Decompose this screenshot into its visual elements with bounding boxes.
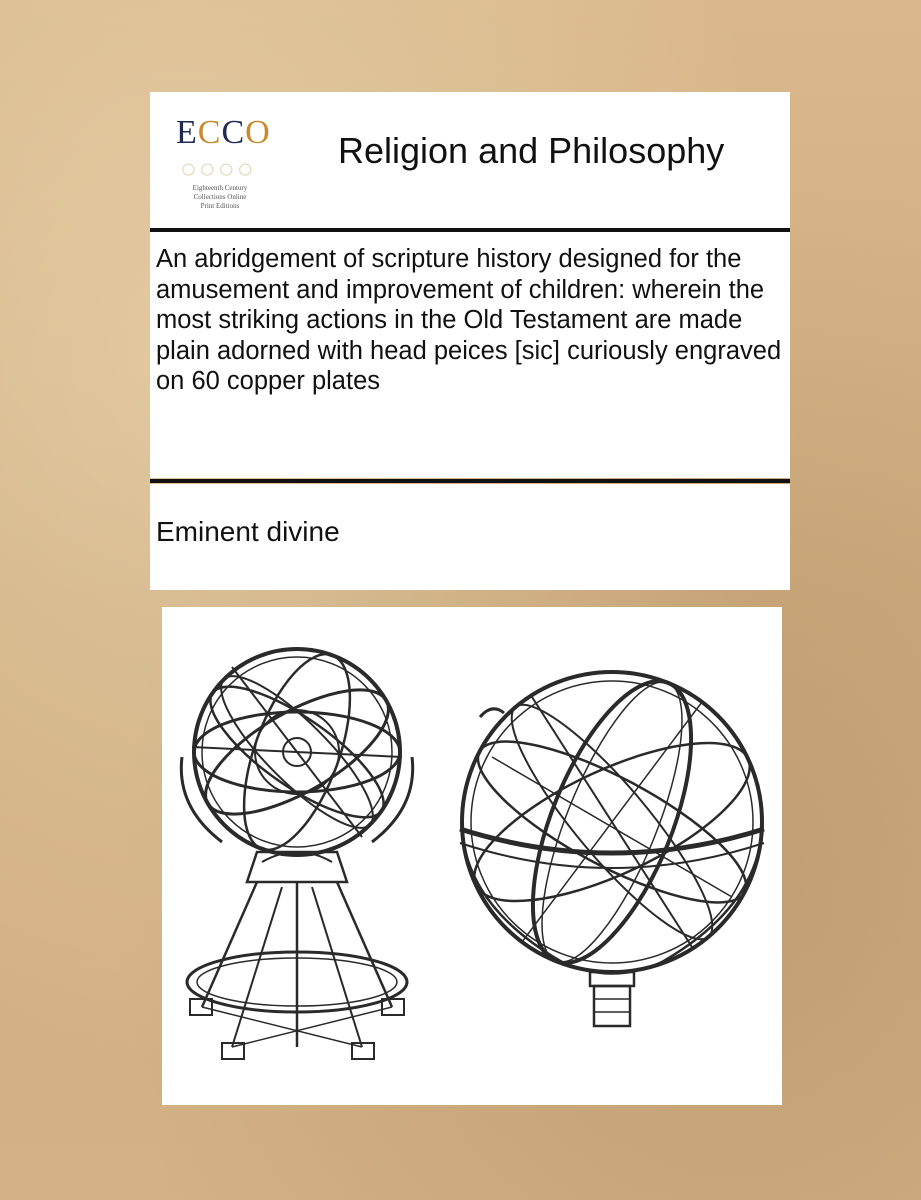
logo-ornament: ○○○○ bbox=[180, 154, 256, 185]
ecco-logo-letters: ECCO bbox=[176, 114, 271, 151]
author-block bbox=[150, 484, 790, 590]
logo-line-1: Eighteenth Century bbox=[192, 184, 248, 192]
ecco-logo bbox=[170, 106, 270, 216]
title-block bbox=[150, 232, 790, 478]
right-armillary-sphere bbox=[454, 660, 770, 1026]
divider-rule bbox=[150, 479, 790, 483]
book-title: An abridgement of scripture history designed for the amusement and improvement of children: wherein the most striking actions in the Old Testament are made plain adorned with head peices [sic] curiously engraved on 60 copper plates bbox=[156, 245, 782, 395]
series-header bbox=[150, 92, 790, 228]
armillary-spheres-illustration bbox=[162, 607, 782, 1105]
logo-line-2: Collections Online bbox=[193, 193, 247, 201]
series-title: Religion and Philosophy bbox=[338, 130, 725, 171]
illustration-panel bbox=[162, 607, 782, 1105]
logo-line-3: Print Editions bbox=[200, 202, 240, 210]
left-armillary-sphere bbox=[181, 641, 412, 1059]
author-name: Eminent divine bbox=[156, 516, 340, 547]
